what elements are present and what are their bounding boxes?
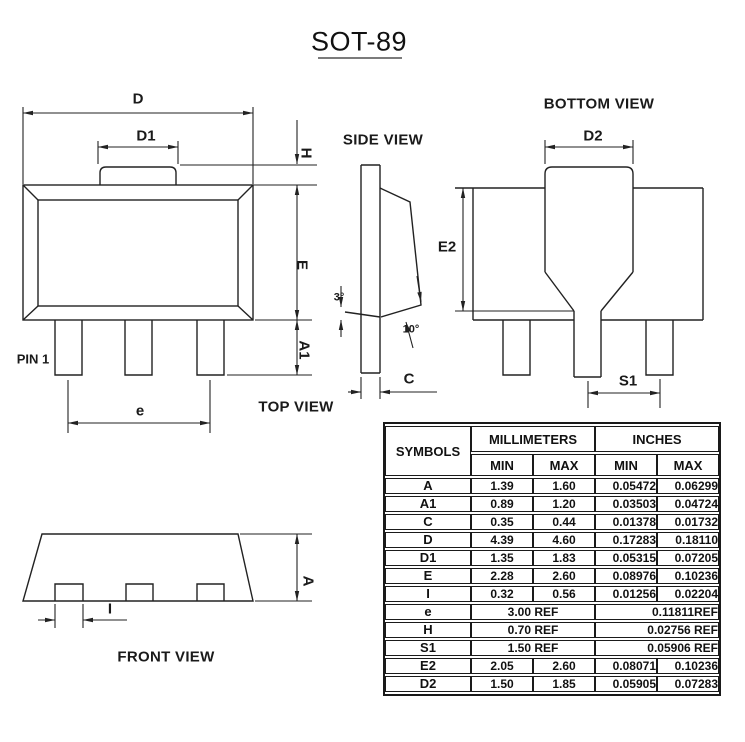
cell-symbol: A (385, 478, 471, 494)
cell-in-max: 0.01732 (657, 514, 719, 530)
dim-label-e2: E2 (437, 238, 457, 256)
table-header-units-row (385, 426, 719, 452)
pin1-label: PIN 1 (16, 351, 50, 367)
cell-mm-min: 2.28 (471, 568, 533, 584)
cell-in-min: 0.03503 (595, 496, 657, 512)
cell-symbol: E (385, 568, 471, 584)
dim-label-d2: D2 (583, 127, 603, 145)
table-row (385, 568, 719, 584)
table-row (385, 622, 719, 638)
cell-in-max: 0.04724 (657, 496, 719, 512)
header-in-max: MAX (657, 454, 719, 476)
dim-label-i: I (107, 600, 113, 618)
table-row (385, 496, 719, 512)
cell-in-max: 0.06299 (657, 478, 719, 494)
cell-mm-max: 0.44 (533, 514, 595, 530)
view-label-front: FRONT VIEW (117, 648, 215, 666)
table-row (385, 514, 719, 530)
table-row (385, 532, 719, 548)
view-label-side: SIDE VIEW (342, 131, 424, 149)
dim-label-c: C (403, 370, 415, 388)
dim-label-e-body: E (293, 259, 311, 271)
table-row (385, 658, 719, 674)
dim-label-pitch-e: e (135, 402, 145, 420)
header-symbols: SYMBOLS (385, 426, 471, 476)
cell-in-max: 0.10236 (657, 568, 719, 584)
view-label-top: TOP VIEW (258, 398, 334, 416)
angle-label-3deg: 3° (333, 291, 345, 304)
header-mm-max: MAX (533, 454, 595, 476)
dim-label-d1: D1 (136, 127, 156, 145)
top-view-drawing (23, 107, 317, 433)
cell-mm-max: 1.85 (533, 676, 595, 692)
cell-symbol: I (385, 586, 471, 602)
cell-mm-max: 1.20 (533, 496, 595, 512)
cell-in-min: 0.08071 (595, 658, 657, 674)
page-title: SOT-89 (310, 26, 408, 57)
cell-in-max: 0.10236 (657, 658, 719, 674)
header-millimeters: MILLIMETERS (471, 426, 595, 452)
header-in-min: MIN (595, 454, 657, 476)
cell-symbol: A1 (385, 496, 471, 512)
cell-mm-max: 2.60 (533, 658, 595, 674)
cell-in-max: 0.07283 (657, 676, 719, 692)
cell-symbol: D2 (385, 676, 471, 692)
bottom-view-drawing (455, 140, 703, 408)
cell-mm-min: 4.39 (471, 532, 533, 548)
dimension-table (383, 422, 721, 696)
cell-symbol: e (385, 604, 471, 620)
cell-symbol: D (385, 532, 471, 548)
table-row (385, 550, 719, 566)
cell-in-min: 0.17283 (595, 532, 657, 548)
dim-label-a: A (299, 575, 317, 587)
cell-in-min: 0.05472 (595, 478, 657, 494)
cell-symbol: D1 (385, 550, 471, 566)
cell-in-ref: 0.05906 REF (595, 640, 719, 656)
cell-in-max: 0.07205 (657, 550, 719, 566)
cell-mm-max: 1.60 (533, 478, 595, 494)
header-mm-min: MIN (471, 454, 533, 476)
front-view-drawing (23, 534, 312, 628)
cell-mm-max: 1.83 (533, 550, 595, 566)
dim-label-a1: A1 (295, 340, 313, 360)
cell-mm-min: 0.35 (471, 514, 533, 530)
cell-mm-min: 1.50 (471, 676, 533, 692)
cell-mm-min: 2.05 (471, 658, 533, 674)
cell-mm-min: 0.32 (471, 586, 533, 602)
side-view-drawing (341, 165, 437, 399)
cell-symbol: H (385, 622, 471, 638)
cell-symbol: C (385, 514, 471, 530)
header-inches: INCHES (595, 426, 719, 452)
angle-label-10deg: 10° (402, 323, 420, 336)
view-label-bottom: BOTTOM VIEW (543, 95, 655, 113)
cell-in-max: 0.02204 (657, 586, 719, 602)
cell-in-ref: 0.11811REF (595, 604, 719, 620)
cell-in-max: 0.18110 (657, 532, 719, 548)
dim-label-d: D (132, 90, 144, 108)
table-row (385, 640, 719, 656)
cell-mm-max: 2.60 (533, 568, 595, 584)
dim-label-s1: S1 (618, 372, 638, 390)
cell-in-min: 0.08976 (595, 568, 657, 584)
cell-in-ref: 0.02756 REF (595, 622, 719, 638)
cell-symbol: S1 (385, 640, 471, 656)
table-row (385, 586, 719, 602)
cell-mm-min: 0.89 (471, 496, 533, 512)
cell-symbol: E2 (385, 658, 471, 674)
cell-mm-max: 4.60 (533, 532, 595, 548)
cell-mm-max: 0.56 (533, 586, 595, 602)
cell-mm-ref: 1.50 REF (471, 640, 595, 656)
table-row (385, 676, 719, 692)
cell-mm-ref: 0.70 REF (471, 622, 595, 638)
table-row (385, 604, 719, 620)
cell-in-min: 0.01256 (595, 586, 657, 602)
cell-in-min: 0.01378 (595, 514, 657, 530)
cell-in-min: 0.05905 (595, 676, 657, 692)
dim-label-h: H (297, 147, 315, 159)
cell-mm-min: 1.35 (471, 550, 533, 566)
table-row (385, 478, 719, 494)
cell-mm-ref: 3.00 REF (471, 604, 595, 620)
cell-in-min: 0.05315 (595, 550, 657, 566)
cell-mm-min: 1.39 (471, 478, 533, 494)
